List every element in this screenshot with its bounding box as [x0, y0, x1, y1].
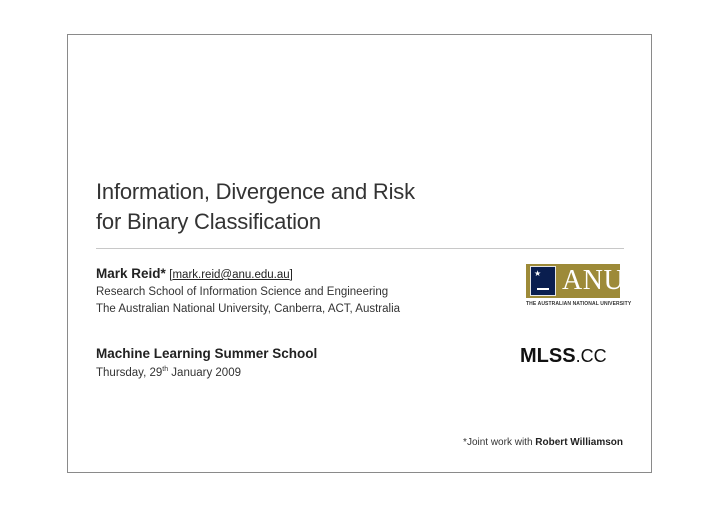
email-open-bracket: [ — [169, 269, 173, 281]
anu-logo-subtitle: THE AUSTRALIAN NATIONAL UNIVERSITY — [526, 301, 632, 307]
author-name: Mark Reid* — [96, 266, 166, 281]
affiliation-line-1: Research School of Information Science and Engineering — [96, 286, 389, 298]
anu-logo-box — [526, 264, 625, 298]
school-block — [96, 345, 317, 381]
date-suffix: January 2009 — [168, 366, 241, 379]
author-email-wrapper — [169, 269, 293, 281]
title-line-2: for Binary Classification — [96, 209, 321, 234]
footnote — [463, 437, 623, 448]
footnote-name: Robert Williamson — [535, 437, 623, 448]
star-icon: ★ — [534, 269, 542, 278]
date-prefix: Thursday, 29 — [96, 366, 163, 379]
footnote-text: *Joint work with — [463, 437, 536, 448]
title-line-1: Information, Divergence and Risk — [96, 179, 415, 204]
school-name: Machine Learning Summer School — [96, 346, 318, 361]
author-email-link[interactable]: mark.reid@anu.edu.au — [172, 269, 290, 281]
slide-title — [96, 177, 415, 237]
event-date — [96, 362, 317, 381]
date-sup: th — [162, 366, 169, 373]
author-block — [96, 265, 400, 318]
email-close-bracket: ] — [289, 269, 293, 281]
divider — [96, 248, 624, 249]
anu-logo — [526, 264, 632, 320]
mlss-main: MLSS — [520, 345, 576, 367]
mlss-suffix: .CC — [575, 346, 607, 366]
affiliation-line-2: The Australian National University, Canberra, ACT, Australia — [96, 303, 401, 315]
mlss-logo — [520, 345, 607, 368]
anu-logo-text: ANU — [562, 265, 625, 296]
slide — [67, 34, 652, 473]
crest-line — [537, 288, 549, 290]
crest-icon — [530, 266, 556, 296]
